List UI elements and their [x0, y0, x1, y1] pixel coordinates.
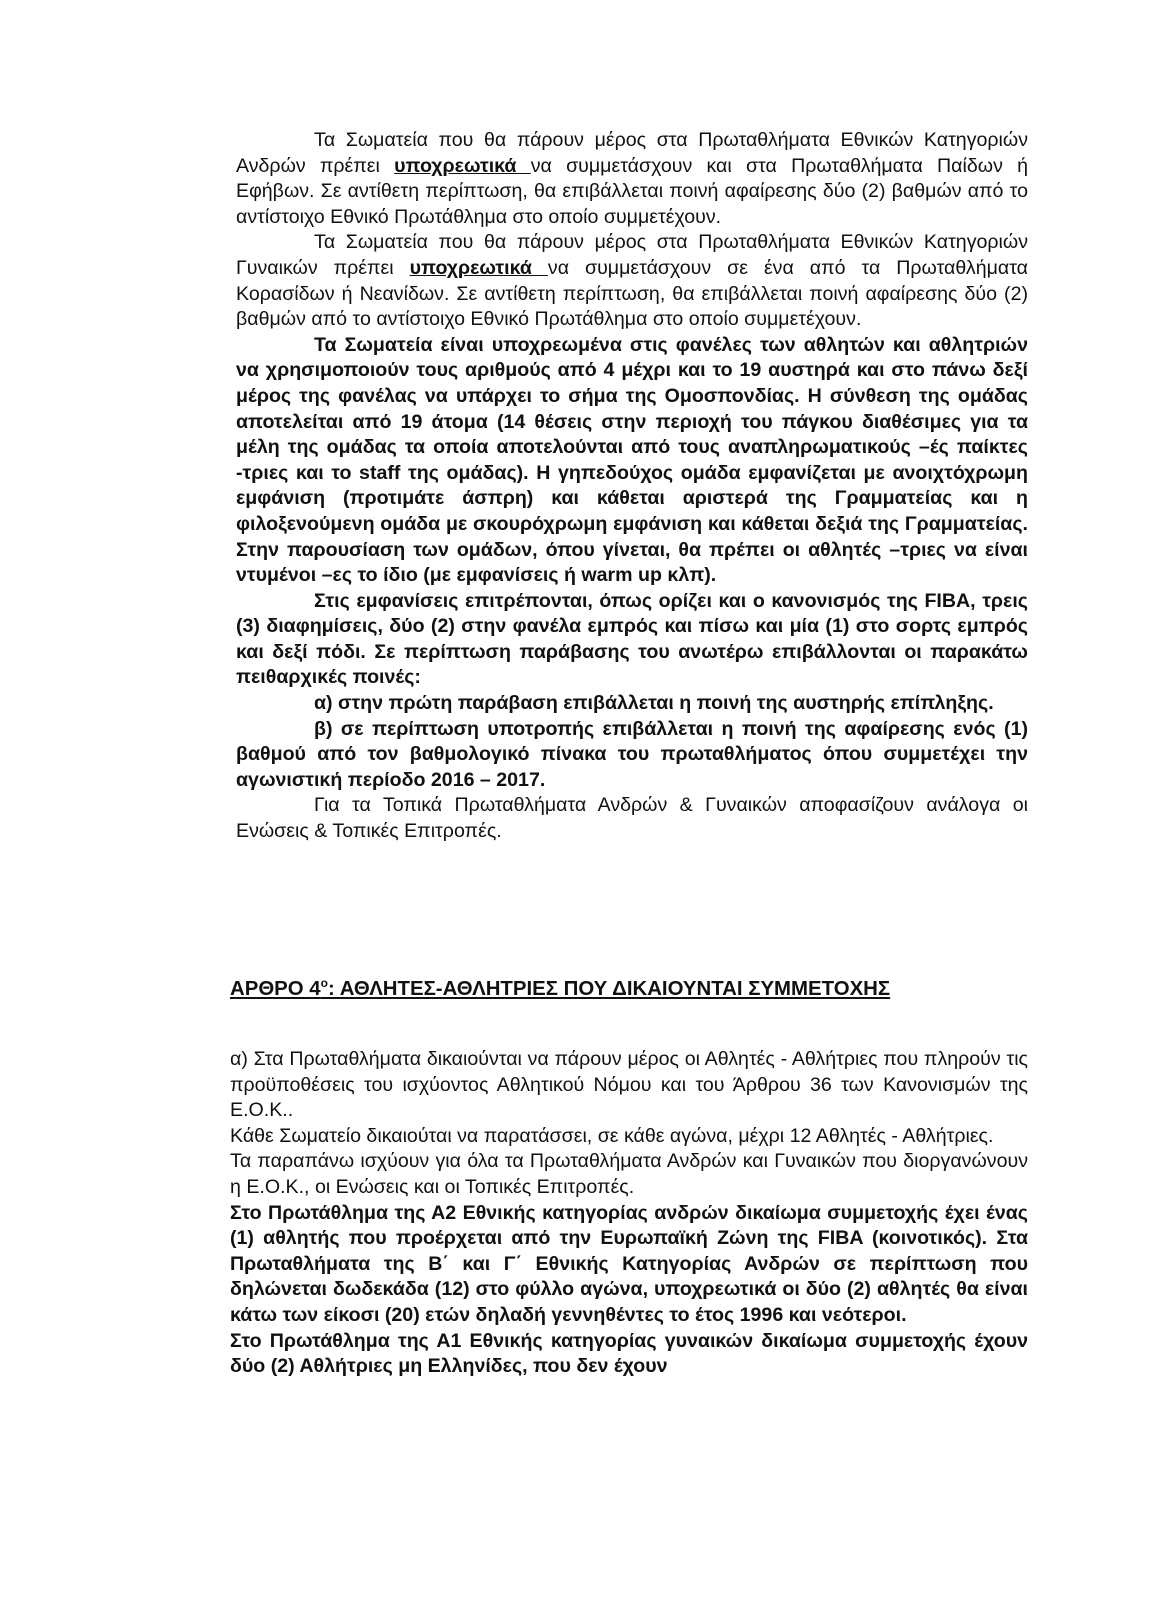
paragraph-women-youth-requirement	[236, 230, 1028, 332]
paragraph-local-championships: Για τα Τοπικά Πρωταθλήματα Ανδρών & Γυναικών αποφασίζουν ανάλογα οι Ενώσεις & Τοπικές Επιτροπές.	[236, 794, 1028, 843]
paragraph-applicability: Τα παραπάνω ισχύουν για όλα τα Πρωταθλήματα Ανδρών και Γυναικών που διοργανώνουν η Ε.Ο.Κ., οι Ενώσεις και οι Τοπικές Επιτροπές.	[230, 1150, 1028, 1198]
heading-prefix: ΑΡΘΡΟ 4	[230, 977, 321, 1000]
text: να συμμετάσχουν σε ένα από τα Πρωταθλήματα Κορασίδων ή Νεανίδων. Σε αντίθετη περίπτωση, θα επιβάλλεται ποινή αφαίρεσης δύο (2) βαθμών από το αντίστοιχο Εθνικό Πρωτάθλημα στο οποίο συμμετέχουν.	[236, 256, 1028, 331]
paragraph-men-youth-requirement	[236, 128, 1028, 230]
text: να συμμετάσχουν και στα Πρωταθλήματα Παίδων ή Εφήβων. Σε αντίθετη περίπτωση, θα επιβάλλεται ποινή αφαίρεσης δύο (2) βαθμών από το αντίστοιχο Εθνικό Πρωτάθλημα στο οποίο συμμετέχουν.	[236, 154, 1029, 228]
text: Τα Σωματεία που θα πάρουν μέρος στα Πρωταθλήματα Εθνικών Κατηγοριών Γυναικών πρέπει	[236, 231, 1028, 279]
article-heading	[230, 976, 890, 1001]
paragraph-max-players: Κάθε Σωματείο δικαιούται να παρατάσσει, σε κάθε αγώνα, μέχρι 12 Αθλητές - Αθλήτριες.	[230, 1124, 994, 1147]
paragraph-jersey-rules: Τα Σωματεία είναι υποχρεωμένα στις φανέλες των αθλητών και αθλητριών να χρησιμοποιούν τους αριθμούς από 4 μέχρι και το 19 αυστηρά και στο πάνω δεξί μέρος της φανέλας να υπάρχει το σήμα της Ομοσπονδίας. Η σύνθεση της ομάδας αποτελείται από 19 άτομα (14 θέσεις στην περιοχή του πάγκου διαθέσιμες για τα μέλη της ομάδας τα οποία αποτελούνται από τους αναπληρωματικούς –ές παίκτες -τριες και το staff της ομάδας). Η γηπεδούχος ομάδα εμφανίζεται με ανοιχτόχρωμη εμφάνιση (προτιμάτε άσπρη) και κάθεται αριστερά της Γραμματείας και η φιλοξενούμενη ομάδα με σκουρόχρωμη εμφάνιση και κάθεται δεξιά της Γραμματείας. Στην παρουσίαση των ομάδων, όπου γίνεται, θα πρέπει οι αθλητές –τριες να είναι ντυμένοι –ες το ίδιο (με εμφανίσεις ή warm up κλπ).	[236, 333, 1028, 587]
list-item-penalty-a: α) στην πρώτη παράβαση επιβάλλεται η ποινή της αυστηρής επίπληξης.	[314, 692, 994, 715]
heading-superscript: ο	[320, 976, 328, 990]
paragraph-advertising-rules: Στις εμφανίσεις επιτρέπονται, όπως ορίζει και ο κανονισμός της FIBA, τρεις (3) διαφημίσεις, δύο (2) στην φανέλα εμπρός και πίσω και μία (1) στο σορτς εμπρός και δεξί πόδι. Σε περίπτωση παράβασης του ανωτέρω επιβάλλονται οι παρακάτω πειθαρχικές ποινές:	[236, 589, 1028, 689]
list-item-penalty-b: β) σε περίπτωση υποτροπής επιβάλλεται η ποινή της αφαίρεσης ενός (1) βαθμού από τον βαθμολογικό πίνακα του πρωταθλήματος όπου συμμετέχει την αγωνιστική περίοδο 2016 – 2017.	[236, 717, 1028, 791]
paragraph-a1-women-rules: Στο Πρωτάθλημα της Α1 Εθνικής κατηγορίας γυναικών δικαίωμα συμμετοχής έχουν δύο (2) Αθλήτριες μη Ελληνίδες, που δεν έχουν	[230, 1329, 1028, 1378]
text: Τα Σωματεία που θα πάρουν μέρος στα Πρωταθλήματα Εθνικών Κατηγοριών Ανδρών πρέπει	[236, 129, 1028, 177]
paragraph-a2-men-rules: Στο Πρωτάθλημα της Α2 Εθνικής κατηγορίας ανδρών δικαίωμα συμμετοχής έχει ένας (1) αθλητής που προέρχεται από την Ευρωπαϊκή Ζώνη της FIBA (κοινοτικός). Στα Πρωταθλήματα της Β΄ και Γ΄ Εθνικής Κατηγορίας Ανδρών σε περίπτωση που δηλώνεται δωδεκάδα (12) στο φύλλο αγώνα, υποχρεωτικά οι δύο (2) αθλητές θα είναι κάτω των είκοσι (20) ετών δηλαδή γεννηθέντες το έτος 1996 και νεότεροι.	[230, 1201, 1028, 1326]
paragraph-eligibility: α) Στα Πρωταθλήματα δικαιούνται να πάρουν μέρος οι Αθλητές - Αθλήτριες που πληρούν τις προϋποθέσεις του ισχύοντος Αθλητικού Νόμου και του Άρθρου 36 των Κανονισμών της Ε.Ο.Κ..	[230, 1048, 1028, 1122]
article-4-body	[230, 1047, 1028, 1380]
rules-section	[236, 128, 1028, 845]
heading-title: : ΑΘΛΗΤΕΣ-ΑΘΛΗΤΡΙΕΣ ΠΟΥ ΔΙΚΑΙΟΥΝΤΑΙ ΣΥΜΜΕΤΟΧΗΣ	[328, 977, 891, 1000]
emphasis-mandatory: υποχρεωτικά	[394, 154, 531, 177]
emphasis-mandatory: υποχρεωτικά	[409, 256, 548, 279]
